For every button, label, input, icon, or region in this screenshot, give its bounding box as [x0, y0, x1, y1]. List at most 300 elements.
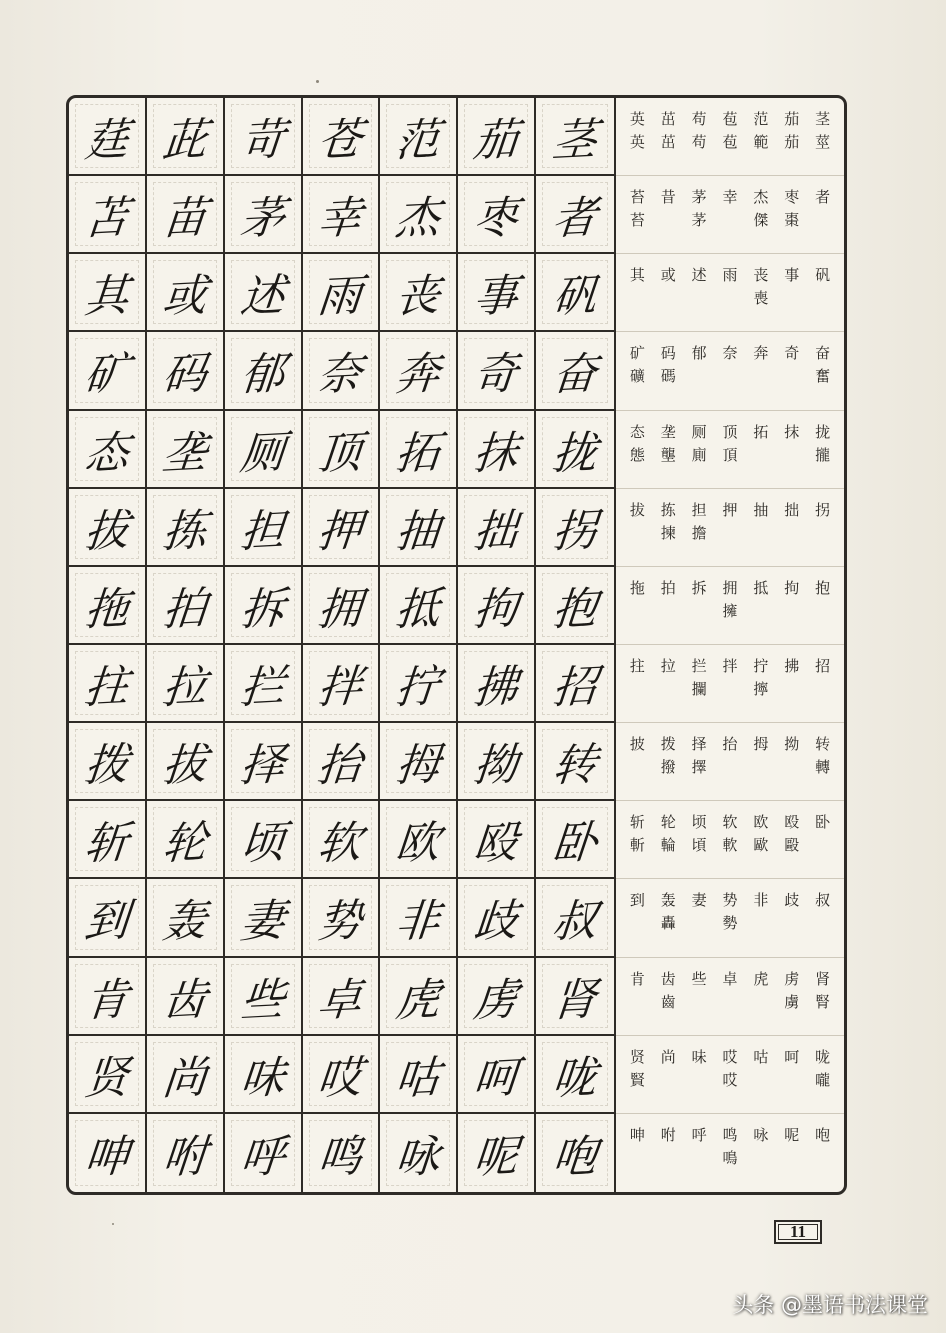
cursive-character: 苗: [159, 192, 209, 246]
cursive-character: 卧: [550, 817, 600, 871]
grid-cell: [225, 723, 303, 801]
cursive-character: 卓: [315, 973, 365, 1027]
simplified-character: 抹: [784, 422, 800, 441]
cursive-character: 拆: [237, 582, 287, 637]
simplified-character: 抱: [815, 578, 831, 597]
cursive-character: 者: [550, 192, 600, 246]
simplified-character: 抬: [722, 735, 738, 754]
cursive-character: 茅: [237, 192, 287, 246]
simplified-character: 拓: [753, 422, 769, 441]
reference-entry: [745, 332, 776, 365]
cursive-character: 轰: [159, 895, 209, 949]
simplified-character: 奔: [753, 344, 769, 363]
reference-entry: [776, 1036, 807, 1069]
cursive-character: 抵: [393, 582, 443, 637]
grid-cell: [380, 567, 458, 645]
simplified-character: 拙: [784, 500, 800, 519]
simplified-character: 咕: [753, 1047, 769, 1066]
grid-cell: [458, 411, 536, 489]
simplified-character: 歧: [784, 891, 800, 910]
reference-entry: [653, 254, 684, 287]
traditional-character: 哎: [722, 1070, 738, 1089]
reference-row: [616, 958, 844, 1036]
grid-cell: [225, 411, 303, 489]
reference-entry: [807, 411, 838, 467]
cursive-character: 厕: [237, 426, 287, 480]
simplified-character: 卓: [722, 969, 738, 988]
simplified-character: 拧: [753, 657, 769, 675]
simplified-character: 拄: [629, 657, 645, 675]
reference-entry: [715, 567, 746, 623]
simplified-character: 英: [629, 110, 645, 128]
simplified-character: 顷: [691, 813, 707, 832]
traditional-character: 轉: [815, 758, 831, 777]
simplified-character: 咆: [815, 1125, 831, 1144]
simplified-character: 抵: [753, 578, 769, 597]
grid-cell: [69, 332, 147, 410]
simplified-character: 郁: [691, 344, 707, 363]
reference-entry: [653, 489, 684, 545]
cursive-character: 肾: [550, 973, 600, 1027]
grid-cell: [380, 411, 458, 489]
cursive-character: 招: [550, 660, 600, 715]
reference-entry: [807, 645, 838, 678]
cursive-character: 拉: [159, 660, 209, 715]
grid-cell: [458, 1036, 536, 1114]
grid-cell: [536, 332, 614, 410]
grid-cell: [303, 332, 381, 410]
reference-entry: [807, 801, 838, 834]
simplified-character: 者: [815, 188, 831, 207]
simplified-character: 斩: [629, 813, 645, 832]
reference-entry: [622, 1114, 653, 1147]
watermark: 头条 @墨语书法课堂: [732, 1293, 928, 1317]
traditional-character: 礦: [629, 367, 645, 386]
cursive-character: 顷: [237, 817, 287, 871]
reference-row: [616, 489, 844, 567]
grid-cell: [225, 1036, 303, 1114]
simplified-character: 奈: [722, 344, 738, 363]
reference-entry: [745, 1114, 776, 1147]
reference-entry: [653, 98, 684, 154]
reference-entry: [684, 332, 715, 365]
simplified-character: 雨: [722, 266, 738, 285]
cursive-character: 肯: [82, 973, 131, 1027]
traditional-character: 英: [629, 133, 645, 151]
grid-cell: [536, 567, 614, 645]
reference-entry: [684, 801, 715, 857]
simplified-character: 势: [722, 891, 738, 910]
cursive-character: 择: [237, 739, 287, 793]
simplified-character: 呻: [629, 1125, 645, 1144]
reference-entry: [653, 1036, 684, 1069]
reference-entry: [776, 723, 807, 756]
simplified-character: 非: [753, 891, 769, 910]
simplified-character: 哎: [722, 1047, 738, 1066]
reference-entry: [715, 98, 746, 154]
cursive-character: 矿: [82, 348, 131, 402]
grid-cell: [458, 1114, 536, 1192]
traditional-character: 棗: [784, 211, 800, 230]
simplified-character: 担: [691, 500, 707, 519]
reference-entry: [715, 723, 746, 756]
cursive-character: 拓: [393, 426, 443, 480]
cursive-character: 拢: [550, 426, 600, 480]
traditional-character: 毆: [784, 836, 800, 855]
reference-entry: [622, 176, 653, 232]
cursive-character: 态: [82, 426, 131, 480]
grid-cell: [536, 958, 614, 1036]
simplified-character: 叔: [815, 891, 831, 910]
grid-cell: [69, 958, 147, 1036]
grid-cell: [458, 567, 536, 645]
grid-cell: [69, 1114, 147, 1192]
simplified-character: 拦: [691, 657, 707, 675]
reference-entry: [776, 879, 807, 912]
cursive-character: 到: [82, 895, 131, 949]
cursive-character: 其: [82, 270, 131, 324]
cursive-character: 拦: [237, 660, 287, 715]
reference-entry: [684, 958, 715, 991]
traditional-character: 態: [629, 445, 645, 464]
grid-cell: [458, 723, 536, 801]
cursive-character: 或: [159, 270, 209, 324]
grid-cell: [225, 254, 303, 332]
cursive-character: 茎: [550, 113, 600, 168]
simplified-character: 码: [660, 344, 676, 363]
grid-cell: [380, 1036, 458, 1114]
reference-entry: [715, 332, 746, 365]
grid-cell: [380, 801, 458, 879]
cursive-character: 拔: [159, 739, 209, 793]
simplified-character: 披: [629, 735, 645, 754]
cursive-character: 枣: [471, 192, 521, 246]
reference-entry: [684, 723, 715, 779]
reference-entry: [807, 1036, 838, 1092]
grid-cell: [147, 1036, 225, 1114]
grid-cell: [69, 98, 147, 176]
grid-cell: [303, 98, 381, 176]
reference-entry: [684, 254, 715, 287]
cursive-character: 转: [550, 739, 600, 793]
simplified-character: 齿: [660, 969, 676, 988]
grid-cell: [536, 723, 614, 801]
traditional-character: 揀: [660, 523, 676, 542]
traditional-character: 擔: [691, 523, 707, 542]
simplified-character: 轰: [660, 891, 676, 910]
grid-cell: [147, 567, 225, 645]
reference-row: [616, 801, 844, 879]
reference-entry: [653, 1114, 684, 1147]
simplified-character: 虏: [784, 969, 800, 988]
reference-entry: [653, 958, 684, 1014]
grid-cell: [458, 879, 536, 957]
cursive-character: 拥: [315, 582, 365, 637]
cursive-character: 雨: [315, 270, 365, 324]
reference-entry: [684, 1036, 715, 1069]
grid-cell: [303, 489, 381, 567]
traditional-character: 奮: [815, 367, 831, 386]
reference-entry: [715, 254, 746, 287]
reference-entry: [745, 567, 776, 600]
traditional-character: 苞: [722, 133, 738, 151]
reference-entry: [715, 176, 746, 209]
simplified-character: 拖: [629, 578, 645, 597]
grid-cell: [225, 958, 303, 1036]
cursive-character: 拣: [159, 504, 209, 558]
reference-entry: [776, 176, 807, 232]
traditional-character: 擁: [722, 601, 738, 620]
reference-entry: [745, 98, 776, 154]
reference-entry: [776, 567, 807, 600]
reference-entry: [807, 1114, 838, 1147]
cursive-character: 咐: [159, 1130, 209, 1185]
cursive-character: 拐: [550, 504, 600, 558]
simplified-character: 拗: [784, 735, 800, 754]
cursive-character: 拗: [471, 739, 521, 793]
grid-cell: [303, 254, 381, 332]
cursive-character: 咙: [550, 1051, 600, 1105]
cursive-character: 鸣: [315, 1130, 365, 1185]
reference-column: [616, 98, 844, 1192]
simplified-character: 虎: [753, 969, 769, 988]
reference-entry: [684, 411, 715, 467]
traditional-character: 軟: [722, 836, 738, 855]
simplified-character: 茄: [784, 110, 800, 128]
cursive-character: 幸: [315, 192, 365, 246]
reference-row: [616, 176, 844, 254]
grid-cell: [147, 411, 225, 489]
reference-entry: [622, 801, 653, 857]
traditional-character: 頂: [722, 445, 738, 464]
cursive-character: 拇: [393, 739, 443, 793]
grid-cell: [225, 879, 303, 957]
paper-speck: [316, 80, 319, 83]
simplified-character: 味: [691, 1047, 707, 1066]
cursive-character: 呢: [471, 1130, 521, 1185]
traditional-character: 傑: [753, 211, 769, 230]
reference-row: [616, 332, 844, 410]
cursive-character: 押: [315, 504, 365, 558]
reference-entry: [807, 254, 838, 287]
reference-entry: [745, 1036, 776, 1069]
cursive-character: 势: [315, 895, 365, 949]
grid-cell: [147, 254, 225, 332]
simplified-character: 呵: [784, 1047, 800, 1066]
simplified-character: 妻: [691, 891, 707, 910]
traditional-character: 擇: [691, 758, 707, 777]
grid-cell: [380, 645, 458, 723]
reference-row: [616, 1114, 844, 1192]
grid-cell: [69, 176, 147, 254]
simplified-character: 顶: [722, 422, 738, 441]
grid-cell: [380, 332, 458, 410]
grid-cell: [147, 645, 225, 723]
simplified-character: 或: [660, 266, 676, 285]
simplified-character: 肯: [629, 969, 645, 988]
reference-entry: [653, 567, 684, 600]
cursive-character: 咏: [393, 1130, 443, 1185]
grid-cell: [458, 489, 536, 567]
simplified-character: 些: [691, 969, 707, 988]
traditional-character: 茄: [784, 133, 800, 151]
cursive-character: 苍: [315, 113, 365, 168]
grid-cell: [147, 723, 225, 801]
grid-cell: [303, 567, 381, 645]
reference-entry: [715, 1114, 746, 1170]
simplified-character: 矾: [815, 266, 831, 285]
reference-entry: [684, 567, 715, 600]
cursive-character: 矾: [550, 270, 600, 324]
simplified-character: 招: [815, 657, 831, 675]
traditional-character: 齒: [660, 992, 676, 1011]
grid-cell: [69, 879, 147, 957]
grid-cell: [458, 254, 536, 332]
reference-entry: [622, 958, 653, 991]
reference-entry: [776, 332, 807, 365]
cursive-character: 虏: [471, 973, 521, 1027]
simplified-character: 拥: [722, 578, 738, 597]
grid-cell: [225, 1114, 303, 1192]
simplified-character: 轮: [660, 813, 676, 832]
reference-entry: [684, 1114, 715, 1147]
reference-row: [616, 411, 844, 489]
reference-entry: [776, 254, 807, 287]
grid-cell: [536, 254, 614, 332]
grid-cell: [69, 801, 147, 879]
simplified-character: 述: [691, 266, 707, 285]
traditional-character: 攏: [815, 445, 831, 464]
reference-row: [616, 645, 844, 723]
cursive-character: 拂: [471, 660, 521, 715]
reference-entry: [745, 411, 776, 444]
cursive-character: 郁: [237, 348, 287, 402]
cursive-character: 拨: [82, 739, 131, 793]
simplified-character: 咙: [815, 1047, 831, 1066]
cursive-character: 奇: [471, 348, 521, 402]
reference-row: [616, 254, 844, 332]
traditional-character: 茁: [660, 133, 676, 151]
simplified-character: 厕: [691, 422, 707, 441]
cursive-character: 些: [237, 973, 287, 1027]
grid-cell: [69, 567, 147, 645]
reference-entry: [715, 958, 746, 991]
cursive-character: 软: [315, 817, 365, 871]
grid-cell: [380, 879, 458, 957]
grid-cell: [536, 1114, 614, 1192]
traditional-character: 喪: [753, 289, 769, 308]
paper-speck: [112, 1223, 114, 1225]
reference-row: [616, 98, 844, 176]
reference-entry: [745, 645, 776, 701]
reference-entry: [745, 723, 776, 756]
grid-cell: [303, 1036, 381, 1114]
cursive-character: 述: [237, 270, 287, 324]
simplified-character: 拆: [691, 578, 707, 597]
cursive-character: 奔: [393, 348, 443, 402]
simplified-character: 拌: [722, 657, 738, 675]
simplified-character: 到: [629, 891, 645, 910]
reference-entry: [745, 254, 776, 310]
traditional-character: 茅: [691, 211, 707, 230]
cursive-character: 非: [393, 895, 443, 949]
reference-entry: [776, 489, 807, 522]
simplified-character: 苟: [691, 110, 707, 128]
simplified-character: 拍: [660, 578, 676, 597]
cursive-character: 呼: [237, 1130, 287, 1185]
simplified-character: 拉: [660, 657, 676, 675]
grid-cell: [69, 489, 147, 567]
reference-entry: [745, 879, 776, 912]
grid-cell: [536, 98, 614, 176]
simplified-character: 拂: [784, 657, 800, 675]
grid-cell: [303, 176, 381, 254]
simplified-character: 押: [722, 500, 738, 519]
copybook-frame: [66, 95, 847, 1195]
reference-entry: [776, 958, 807, 1014]
cursive-character: 歧: [471, 895, 521, 949]
simplified-character: 软: [722, 813, 738, 832]
traditional-character: 苟: [691, 133, 707, 151]
simplified-character: 奋: [815, 344, 831, 363]
cursive-character: 呵: [471, 1051, 521, 1105]
grid-cell: [147, 1114, 225, 1192]
simplified-character: 咏: [753, 1125, 769, 1144]
grid-cell: [458, 98, 536, 176]
reference-entry: [745, 176, 776, 232]
grid-cell: [303, 723, 381, 801]
traditional-character: 苔: [629, 211, 645, 230]
simplified-character: 欧: [753, 813, 769, 832]
cursive-character: 抬: [315, 739, 365, 793]
traditional-character: 腎: [815, 992, 831, 1011]
cursive-character: 范: [393, 113, 443, 168]
simplified-character: 转: [815, 735, 831, 754]
reference-entry: [653, 879, 684, 935]
reference-row: [616, 567, 844, 645]
cursive-character: 丧: [393, 270, 443, 324]
reference-entry: [622, 567, 653, 600]
traditional-character: 莖: [815, 133, 831, 151]
simplified-character: 殴: [784, 813, 800, 832]
grid-cell: [380, 489, 458, 567]
grid-cell: [536, 411, 614, 489]
reference-entry: [684, 98, 715, 154]
traditional-character: 範: [753, 133, 769, 151]
cursive-character: 苛: [237, 113, 287, 168]
simplified-character: 鸣: [722, 1125, 738, 1144]
cursive-character: 咆: [550, 1130, 600, 1185]
grid-cell: [458, 645, 536, 723]
reference-row: [616, 879, 844, 957]
simplified-character: 咐: [660, 1125, 676, 1144]
reference-entry: [807, 332, 838, 388]
traditional-character: 虜: [784, 992, 800, 1011]
cursive-character: 叔: [550, 895, 600, 949]
grid-cell: [225, 332, 303, 410]
simplified-character: 卧: [815, 813, 831, 832]
reference-entry: [622, 489, 653, 522]
grid-cell: [147, 176, 225, 254]
reference-entry: [622, 645, 653, 678]
grid-cell: [225, 645, 303, 723]
cursive-character: 哎: [315, 1051, 365, 1105]
simplified-character: 拢: [815, 422, 831, 441]
grid-cell: [303, 958, 381, 1036]
cursive-character: 妻: [237, 895, 287, 949]
grid-cell: [458, 801, 536, 879]
simplified-character: 事: [784, 266, 800, 285]
